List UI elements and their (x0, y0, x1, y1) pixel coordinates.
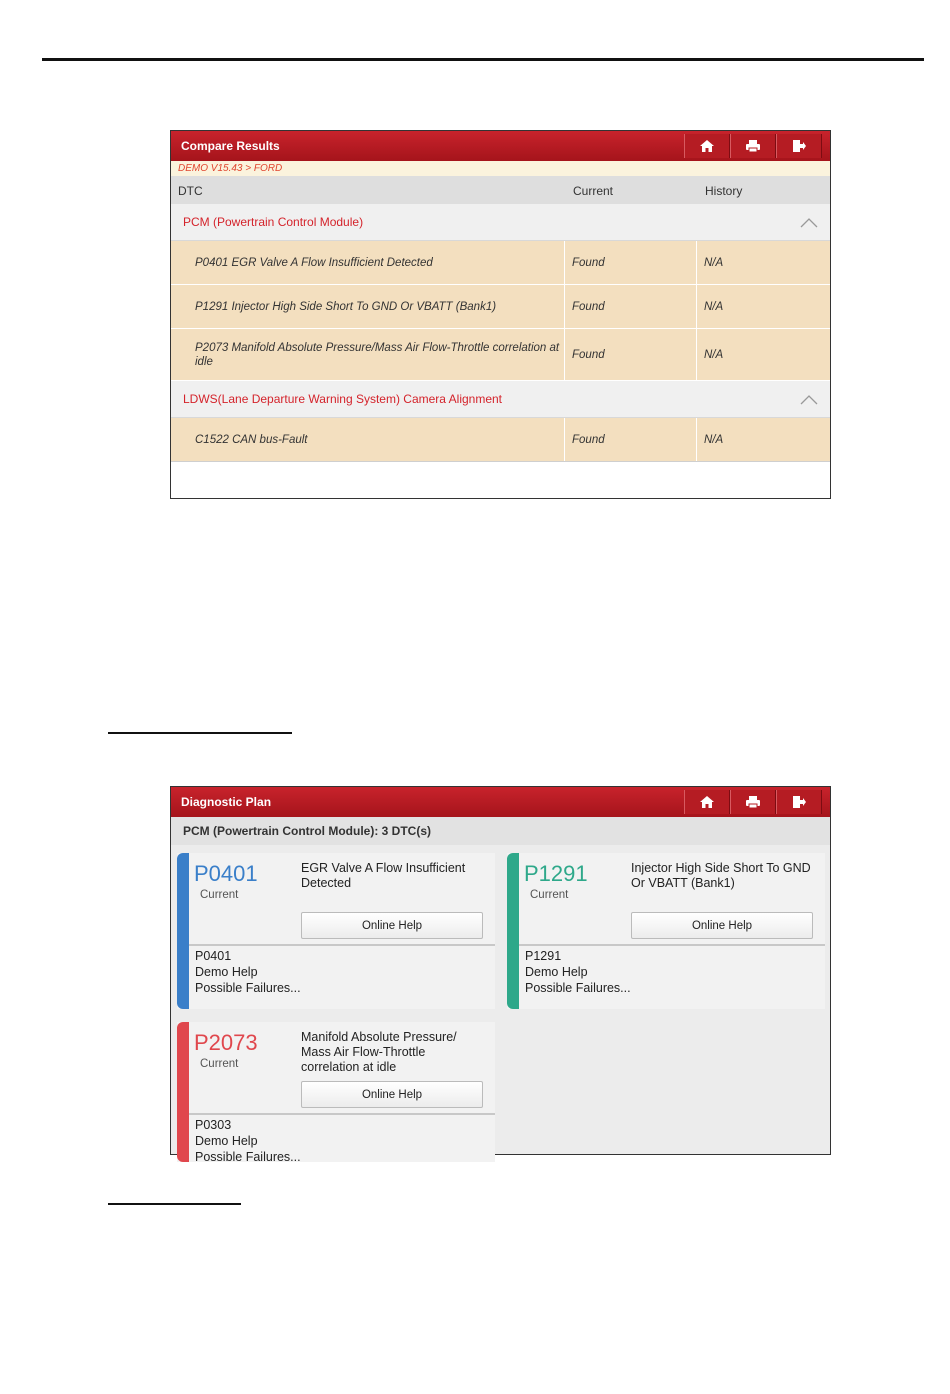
dtc-card-p0401[interactable] (177, 853, 495, 1009)
dtc-info (195, 948, 301, 996)
window-title: Diagnostic Plan (181, 795, 272, 809)
title-bar (171, 131, 830, 161)
dtc-code: P0401 (194, 861, 258, 886)
breadcrumb: DEMO V15.43 > FORD (171, 161, 830, 176)
divider (189, 1113, 495, 1115)
dtc-cell: P2073 Manifold Absolute Pressure/Mass Air Flow-Throttle correlation at idle (171, 329, 565, 380)
info-line: Possible Failures... (195, 1150, 301, 1164)
history-cell: N/A (704, 433, 724, 446)
current-cell: Found (565, 285, 697, 328)
group-label: LDWS(Lane Departure Warning System) Camera Alignment (183, 392, 503, 406)
current-cell: Found (565, 241, 697, 284)
divider (189, 944, 495, 946)
group-label: PCM (Powertrain Control Module) (183, 215, 364, 229)
dtc-code: P2073 (194, 1030, 258, 1055)
dtc-description: EGR Valve A Flow Insufficient Detected (301, 861, 466, 890)
exit-button[interactable] (776, 134, 822, 158)
dtc-description: Manifold Absolute Pressure/ Mass Air Flow-Throttle correlation at idle (301, 1030, 457, 1074)
current-cell: Found (565, 329, 697, 380)
exit-icon (791, 794, 807, 810)
online-help-button[interactable]: Online Help (631, 912, 813, 939)
print-icon (745, 138, 761, 154)
group-header-ldws[interactable] (171, 381, 830, 418)
dtc-cell: C1522 CAN bus-Fault (171, 418, 565, 461)
info-line: Possible Failures... (195, 981, 301, 995)
home-icon (699, 794, 715, 810)
dtc-info (525, 948, 631, 996)
info-line: Demo Help (195, 1134, 258, 1148)
chevron-up-icon[interactable] (800, 216, 818, 228)
dtc-status: Current (200, 1058, 239, 1070)
chevron-up-icon[interactable] (800, 393, 818, 405)
dtc-card-p2073[interactable] (177, 1022, 495, 1162)
print-icon (745, 794, 761, 810)
dtc-description: Injector High Side Short To GND Or VBATT (Bank1) (631, 861, 811, 890)
column-dtc: DTC (178, 184, 203, 198)
info-line: Demo Help (525, 965, 588, 979)
home-button[interactable] (684, 790, 730, 814)
online-help-button[interactable]: Online Help (301, 912, 483, 939)
page-top-rule (42, 58, 924, 61)
window-title: Compare Results (181, 139, 280, 153)
dtc-cell: P0401 EGR Valve A Flow Insufficient Detected (171, 241, 565, 284)
home-icon (699, 138, 715, 154)
info-line: P1291 (525, 949, 562, 963)
table-header (171, 176, 830, 204)
table-row[interactable] (171, 329, 830, 381)
history-cell: N/A (704, 300, 724, 313)
print-button[interactable] (730, 790, 776, 814)
dtc-card-p1291[interactable] (507, 853, 825, 1009)
print-button[interactable] (730, 134, 776, 158)
plan-subtitle: PCM (Powertrain Control Module): 3 DTC(s) (171, 817, 830, 845)
dtc-code: P1291 (524, 861, 588, 886)
dtc-info (195, 1117, 301, 1165)
diagnostic-plan-window (170, 786, 831, 1164)
column-current: Current (573, 184, 614, 198)
exit-icon (791, 138, 807, 154)
group-header-pcm[interactable] (171, 204, 830, 241)
info-line: P0303 (195, 1118, 232, 1132)
table-row[interactable] (171, 285, 830, 329)
divider (519, 944, 825, 946)
dtc-status: Current (200, 889, 239, 901)
current-cell: Found (565, 418, 697, 461)
info-line: P0401 (195, 949, 232, 963)
card-accent-bar (177, 1022, 189, 1162)
info-line: Demo Help (195, 965, 258, 979)
table-row[interactable] (171, 241, 830, 285)
dtc-cell: P1291 Injector High Side Short To GND Or VBATT (Bank1) (171, 285, 565, 328)
dtc-status: Current (530, 889, 569, 901)
history-cell: N/A (704, 256, 724, 269)
home-button[interactable] (684, 134, 730, 158)
card-accent-bar (507, 853, 519, 1009)
column-history: History (705, 184, 743, 198)
title-bar (171, 787, 830, 817)
section-underline (108, 1203, 241, 1205)
exit-button[interactable] (776, 790, 822, 814)
table-row[interactable] (171, 418, 830, 462)
card-accent-bar (177, 853, 189, 1009)
dtc-card-grid (171, 845, 830, 1164)
info-line: Possible Failures... (525, 981, 631, 995)
history-cell: N/A (704, 348, 724, 361)
online-help-button[interactable]: Online Help (301, 1081, 483, 1108)
section-underline (108, 732, 292, 734)
compare-results-window (170, 130, 831, 499)
